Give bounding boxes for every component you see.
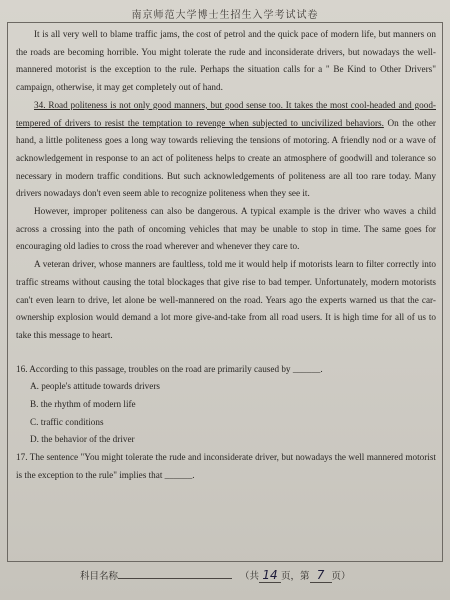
question-16-option-a: A. people's attitude towards drivers [30, 381, 160, 392]
paragraph-2-rest: On the other hand, a little politeness goes a long way towards relieving the tensions of motoring. A friendly nod or a wave of acknowledgement in response to an act of politeness helps to create an atmosphere of goodwill and tolerance so necessary in modern traffic conditions. But such acknowledgements of politeness are all too rare today. Many drivers nowadays don't even seem able to recognize politeness when they see it. [16, 117, 436, 199]
pages-prefix: （共 [240, 572, 260, 582]
question-17: 17. The sentence "You might tolerate the rude and inconsiderate driver, but nowadays the well mannered motorist is the exception to the rule" implies that ______. [16, 452, 436, 480]
page-count [240, 568, 351, 583]
question-16-option-d: D. the behavior of the driver [30, 434, 135, 445]
pages-middle: 页，第 [281, 572, 310, 582]
subject-blank-line [118, 578, 232, 579]
pages-suffix: 页） [331, 572, 351, 582]
paragraph-4: A veteran driver, whose manners are faultless, told me it would help if motorists learn to filter correctly into traffic streams without causing the total blockages that give rise to bad temper. Unfortunately, modern motorists can't even learn to drive, let alone be well-mannered on the road. Years ago the experts warned us that the car-ownership explosion would demand a lot more give-and-take from all road users. It is high time for all of us to take this message to heart. [16, 259, 436, 340]
underlined-sentence-34: 34. Road politeness is not only good manners, but good sense too. It takes the most cool-headed and good-tempered of drivers to resist the temptation to revenge when subjected to uncivilized behaviors. [16, 99, 436, 128]
total-pages: 14 [259, 568, 281, 583]
paragraph-2 [16, 97, 436, 203]
passage-body [16, 26, 436, 485]
current-page: 7 [310, 568, 332, 583]
question-16-option-c: C. traffic conditions [30, 416, 104, 427]
subject-label: 科目名称 [80, 572, 119, 582]
paragraph-1: It is all very well to blame traffic jams, the cost of petrol and the quick pace of modern life, but manners on the roads are becoming horrible. You might tolerate the rude and inconsiderate drivers, but nowadays the well-mannered motorist is the exception to the rule. Perhaps the situation calls for a " Be Kind to Other Drivers" campaign, otherwise, it may get completely out of hand. [16, 29, 436, 93]
page-header: 南京师范大学博士生招生入学考试试卷 [131, 10, 319, 21]
question-16-option-b: B. the rhythm of modern life [30, 399, 136, 410]
question-16: 16. According to this passage, troubles on the road are primarily caused by ______. [16, 363, 323, 374]
paragraph-3: However, improper politeness can also be dangerous. A typical example is the driver who waves a child across a crossing into the path of oncoming vehicles that may be unable to stop in time. The same goes for encouraging old ladies to cross the road wherever and whenever they care to. [16, 206, 436, 252]
